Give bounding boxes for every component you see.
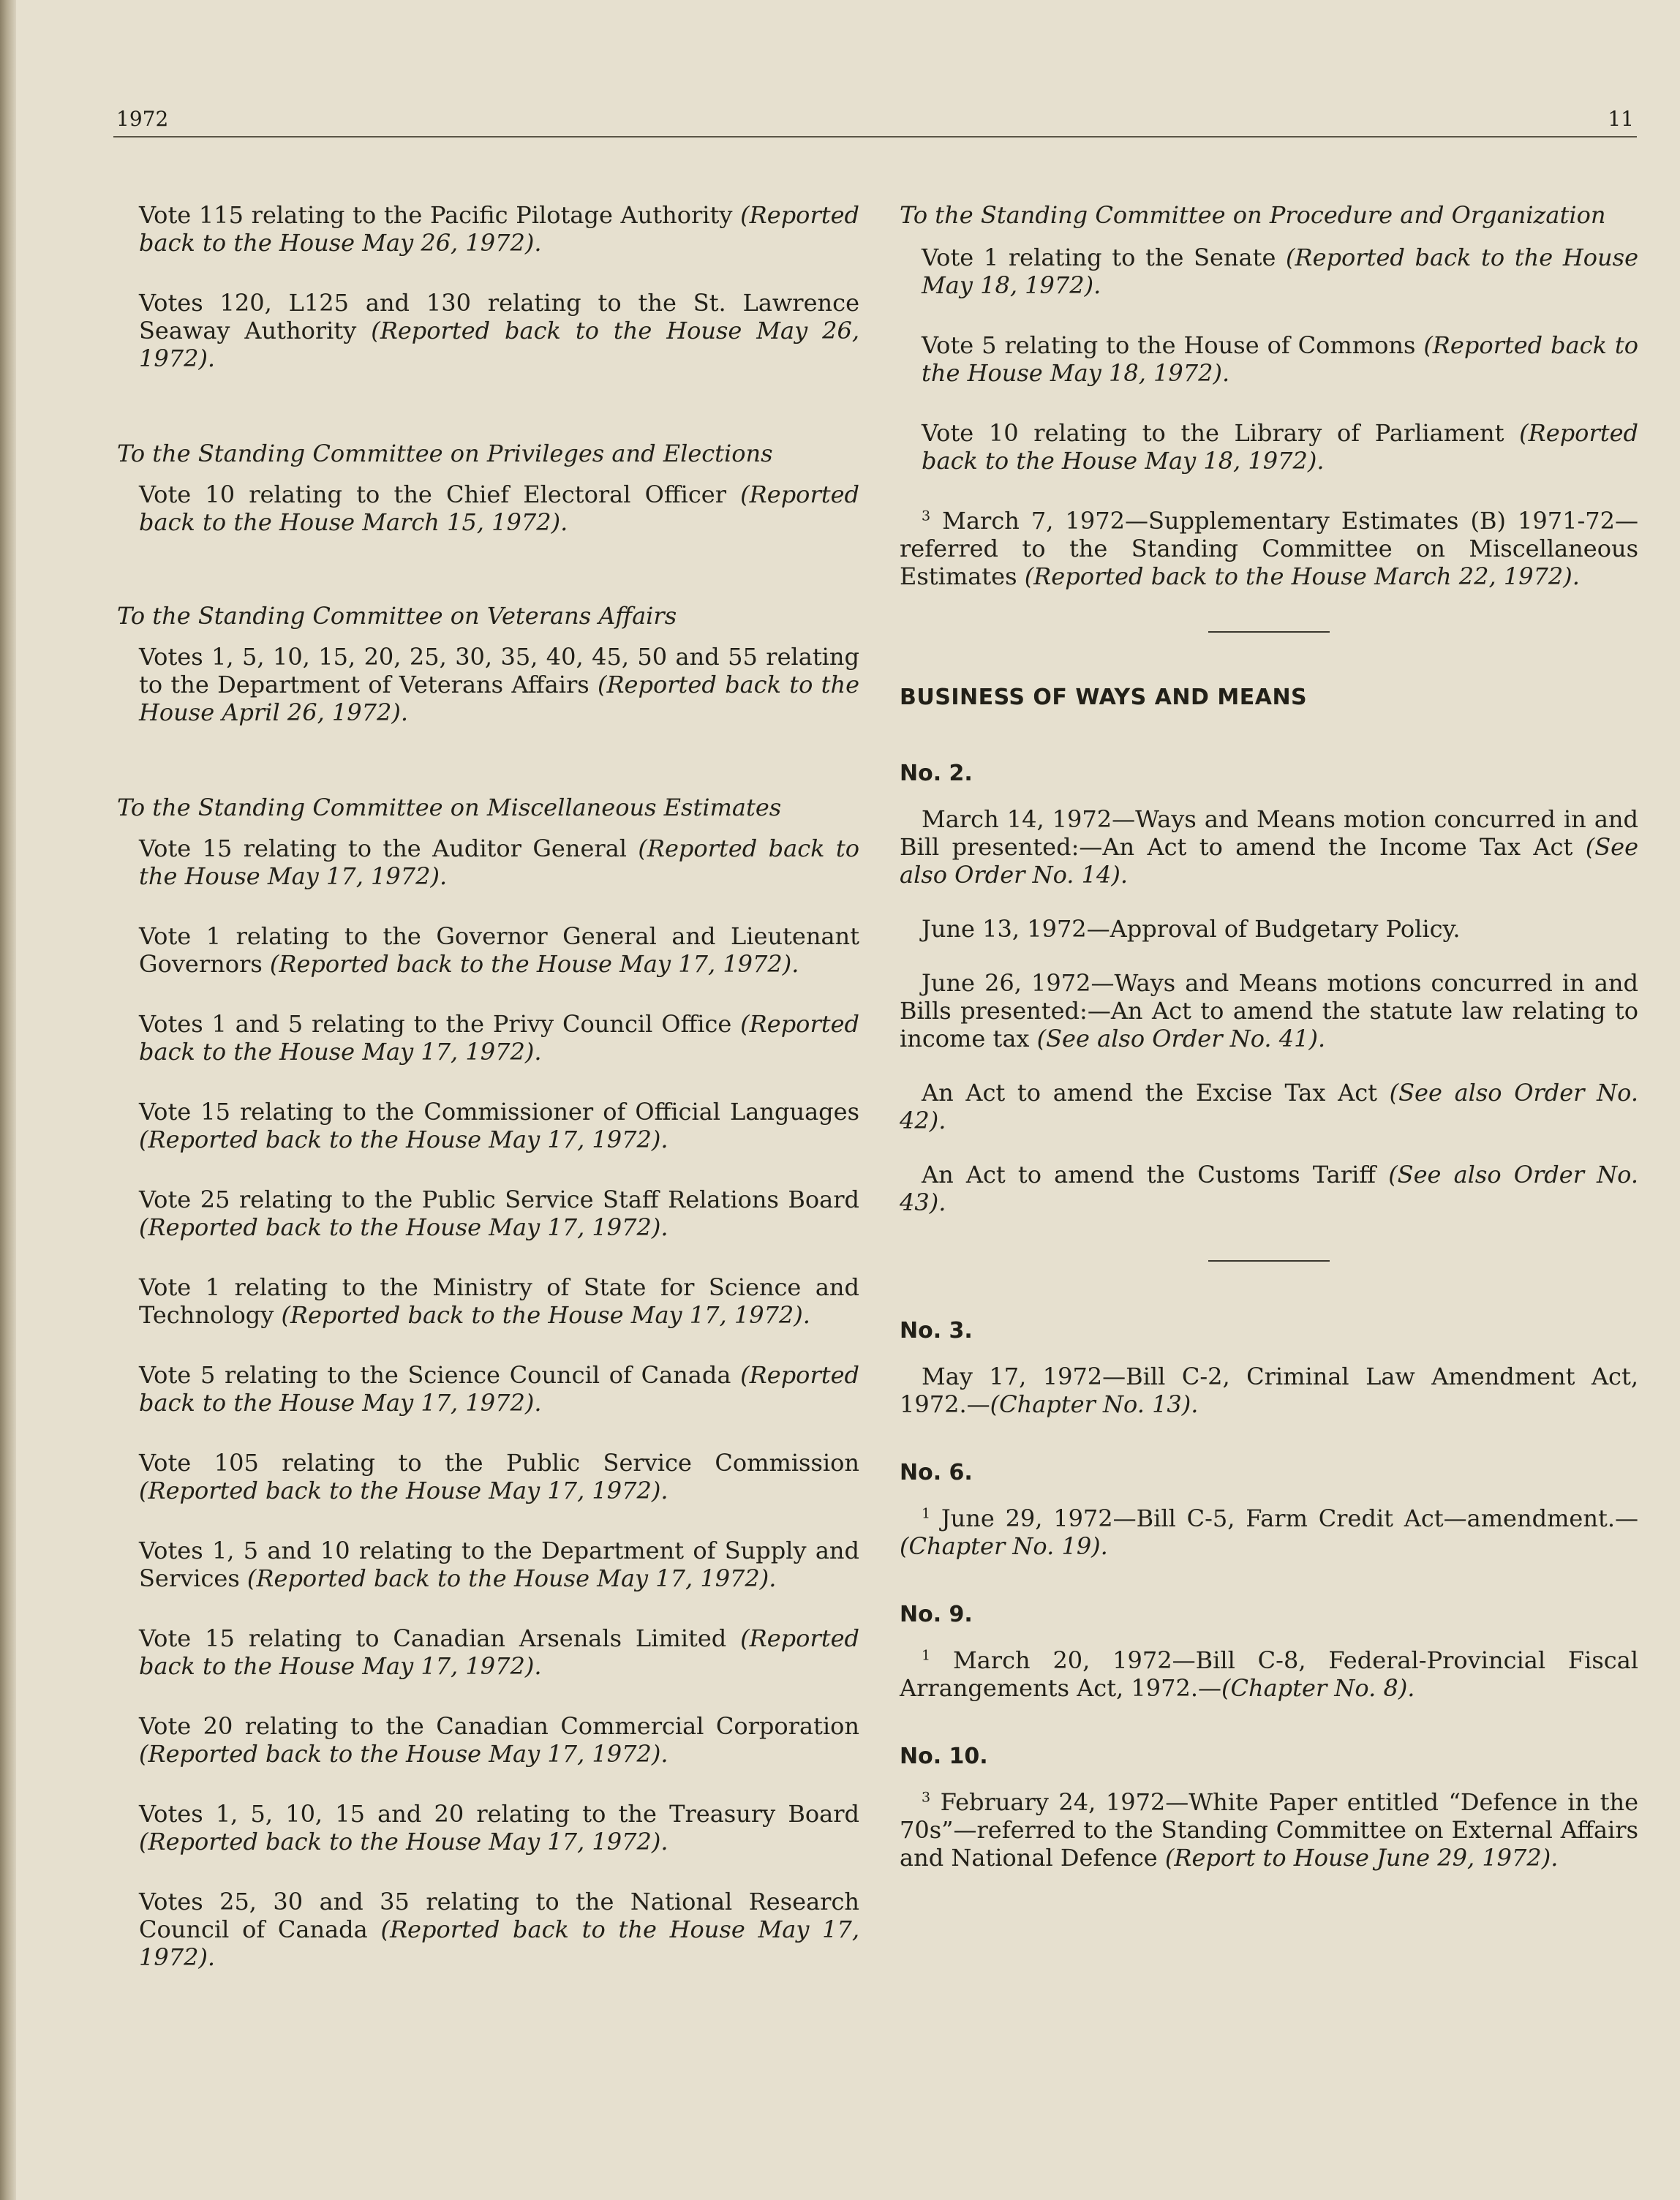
order-reference: (See also Order No. 14). — [900, 833, 1639, 889]
entry-text: Vote 15 relating to the Auditor General — [139, 835, 628, 862]
order-9-paragraph — [900, 1646, 1638, 1702]
entry-text: Votes 1, 5, 10, 15, 20, 25, 30, 35, 40, 45, 50 and 55 relating to the Department of Veterans Affairs — [139, 643, 859, 698]
order-number-9: No. 9. — [900, 1602, 973, 1627]
vote-entry — [139, 1361, 859, 1417]
entry-text: Votes 1, 5 and 10 relating to the Department of Supply and Services — [139, 1537, 859, 1592]
entry-report: (Reported back to the House May 17, 1972). — [139, 1740, 668, 1768]
order-2-paragraph — [900, 805, 1638, 889]
entry-report: (Reported back to the House May 17, 1972). — [139, 1010, 860, 1066]
vote-entry — [139, 1712, 859, 1768]
entry-text: Vote 5 relating to the Science Council of Canada — [139, 1361, 731, 1389]
order-6-paragraph — [900, 1504, 1638, 1560]
vote-entry — [139, 1449, 859, 1504]
vote-entry — [139, 922, 859, 978]
entry-report: (Reported back to the House May 17, 1972). — [281, 1301, 810, 1329]
paragraph-text: An Act to amend the Excise Tax Act — [922, 1079, 1377, 1107]
order-2-paragraph — [900, 969, 1638, 1052]
paragraph-text: June 26, 1972—Ways and Means motions concurred in and Bills presented:—An Act to amend the statute law relating to income tax — [900, 969, 1638, 1052]
vote-entry — [922, 331, 1638, 387]
entry-report: (Reported back to the House May 17, 1972). — [139, 1828, 668, 1856]
footnote-marker: 1 — [922, 1505, 931, 1522]
entry-text: Vote 25 relating to the Public Service Staff Relations Board — [139, 1186, 859, 1213]
entry-text: Vote 115 relating to the Pacific Pilotage Authority — [139, 201, 733, 229]
entry-report: (Reported back to the House March 15, 1972). — [139, 481, 860, 536]
paragraph-text: An Act to amend the Customs Tariff — [922, 1161, 1376, 1188]
vote-entry — [139, 1098, 859, 1153]
entry-report: (Reported back to the House May 17, 1972). — [139, 1213, 668, 1241]
vote-entry-veterans — [139, 643, 859, 726]
entry-text: Votes 25, 30 and 35 relating to the National Research Council of Canada — [139, 1888, 859, 1943]
vote-entry-seaway — [139, 289, 859, 372]
note-report: (Reported back to the House March 22, 1972). — [1024, 562, 1580, 590]
order-number-3: No. 3. — [900, 1318, 973, 1344]
header-year: 1972 — [116, 107, 169, 131]
entry-report: (Reported back to the House May 17, 1972). — [139, 1361, 860, 1417]
vote-entry — [139, 1186, 859, 1241]
order-reference: (Report to House June 29, 1972). — [1164, 1844, 1559, 1872]
entry-report: (Reported back to the House April 26, 1972). — [139, 671, 860, 726]
entry-text: Vote 15 relating to Canadian Arsenals Limited — [139, 1624, 727, 1652]
entry-report: (Reported back to the House May 17, 1972). — [139, 835, 860, 890]
page-spine-shadow — [0, 0, 16, 2200]
paragraph-text: May 17, 1972—Bill C-2, Criminal Law Amendment Act, 1972.— — [900, 1363, 1638, 1418]
order-reference: (Chapter No. 8). — [1221, 1674, 1415, 1702]
misc-entries-list — [117, 835, 859, 1971]
vote-entry-pacific — [139, 201, 859, 257]
order-number-10: No. 10. — [900, 1744, 988, 1769]
entry-report: (Reported back to the House May 26, 1972). — [139, 317, 860, 372]
supplementary-estimates-note — [900, 507, 1638, 590]
vote-entry — [922, 419, 1638, 475]
entry-report: (Reported back to the House May 17, 1972). — [269, 950, 799, 978]
entry-report: (Reported back to the House May 26, 1972). — [139, 201, 860, 257]
footnote-marker: 1 — [922, 1647, 931, 1664]
right-column — [900, 201, 1638, 1898]
page-header — [113, 107, 1637, 138]
entry-report: (Reported back to the House May 17, 1972). — [139, 1477, 668, 1504]
section-heading-ways-means: BUSINESS OF WAYS AND MEANS — [900, 685, 1308, 710]
entry-text: Vote 1 relating to the Governor General and Lieutenant Governors — [139, 922, 859, 978]
order-reference: (See also Order No. 41). — [1036, 1025, 1326, 1052]
entry-report: (Reported back to the House May 17, 1972). — [139, 1126, 668, 1153]
entry-text: Vote 10 relating to the Chief Electoral Officer — [139, 481, 726, 508]
paragraph-text: June 13, 1972—Approval of Budgetary Policy. — [922, 915, 1461, 943]
entry-report: (Reported back to the House May 18, 1972). — [922, 331, 1639, 387]
entry-report: (Reported back to the House May 17, 1972). — [139, 1915, 860, 1971]
order-reference: (See also Order No. 42). — [900, 1079, 1639, 1134]
vote-entry — [139, 1888, 859, 1971]
order-2-paragraph — [900, 1161, 1638, 1216]
vote-entry-electoral — [139, 481, 859, 536]
vote-entry — [139, 1537, 859, 1592]
left-column — [117, 201, 859, 2003]
order-2-paragraph — [900, 1079, 1638, 1134]
section-divider — [1208, 631, 1330, 633]
entry-text: Vote 5 relating to the House of Commons — [922, 331, 1416, 359]
vote-entry — [139, 1800, 859, 1856]
order-reference: (See also Order No. 43). — [900, 1161, 1639, 1216]
entry-text: Votes 1 and 5 relating to the Privy Council Office — [139, 1010, 732, 1038]
section-divider — [1208, 1260, 1330, 1262]
footnote-marker: 3 — [922, 1789, 931, 1806]
vote-entry — [139, 1624, 859, 1680]
paragraph-text: March 14, 1972—Ways and Means motion concurred in and Bill presented:—An Act to amend the Income Tax Act — [900, 805, 1638, 861]
paragraph-text: June 29, 1972—Bill C-5, Farm Credit Act—amendment.— — [941, 1504, 1639, 1532]
entry-report: (Reported back to the House May 18, 1972). — [922, 419, 1639, 475]
committee-heading-misc: To the Standing Committee on Miscellaneous Estimates — [117, 794, 782, 821]
vote-entry — [139, 1010, 859, 1066]
order-number-6: No. 6. — [900, 1460, 973, 1485]
committee-heading-procedure: To the Standing Committee on Procedure and Organization — [900, 201, 1606, 229]
entry-text: Vote 105 relating to the Public Service Commission — [139, 1449, 859, 1477]
paragraph-text: February 24, 1972—White Paper entitled “Defence in the 70s”—referred to the Standing Committee on External Affairs and National Defence — [900, 1788, 1639, 1872]
footnote-marker: 3 — [922, 508, 931, 524]
paragraph-text: March 20, 1972—Bill C-8, Federal-Provincial Fiscal Arrangements Act, 1972.— — [900, 1646, 1639, 1702]
entry-text: Votes 1, 5, 10, 15 and 20 relating to the Treasury Board — [139, 1800, 859, 1828]
entry-text: Votes 120, L125 and 130 relating to the St. Lawrence Seaway Authority — [139, 289, 859, 344]
entry-text: Vote 10 relating to the Library of Parliament — [922, 419, 1504, 447]
note-text: March 7, 1972—Supplementary Estimates (B) 1971-72—referred to the Standing Committee on Miscellaneous Estimates — [900, 507, 1639, 590]
entry-text: Vote 1 relating to the Ministry of State for Science and Technology — [139, 1273, 859, 1329]
order-number-2: No. 2. — [900, 761, 973, 786]
vote-entry — [139, 1273, 859, 1329]
vote-entry — [922, 244, 1638, 299]
entry-report: (Reported back to the House May 17, 1972). — [246, 1564, 777, 1592]
committee-heading-privileges: To the Standing Committee on Privileges and Elections — [117, 440, 773, 467]
entry-text: Vote 15 relating to the Commissioner of Official Languages — [139, 1098, 859, 1126]
order-reference: (Chapter No. 13). — [990, 1390, 1199, 1418]
vote-entry — [139, 835, 859, 890]
order-2-paragraph — [900, 915, 1638, 943]
order-10-paragraph — [900, 1788, 1638, 1872]
order-reference: (Chapter No. 19). — [900, 1532, 1108, 1560]
entry-text: Vote 20 relating to the Canadian Commercial Corporation — [139, 1712, 859, 1740]
order-3-paragraph — [900, 1363, 1638, 1418]
entry-report: (Reported back to the House May 18, 1972). — [922, 244, 1638, 299]
page-number: 11 — [1608, 107, 1634, 131]
entry-report: (Reported back to the House May 17, 1972). — [139, 1624, 859, 1680]
entry-text: Vote 1 relating to the Senate — [922, 244, 1276, 271]
committee-heading-veterans: To the Standing Committee on Veterans Affairs — [117, 602, 677, 630]
